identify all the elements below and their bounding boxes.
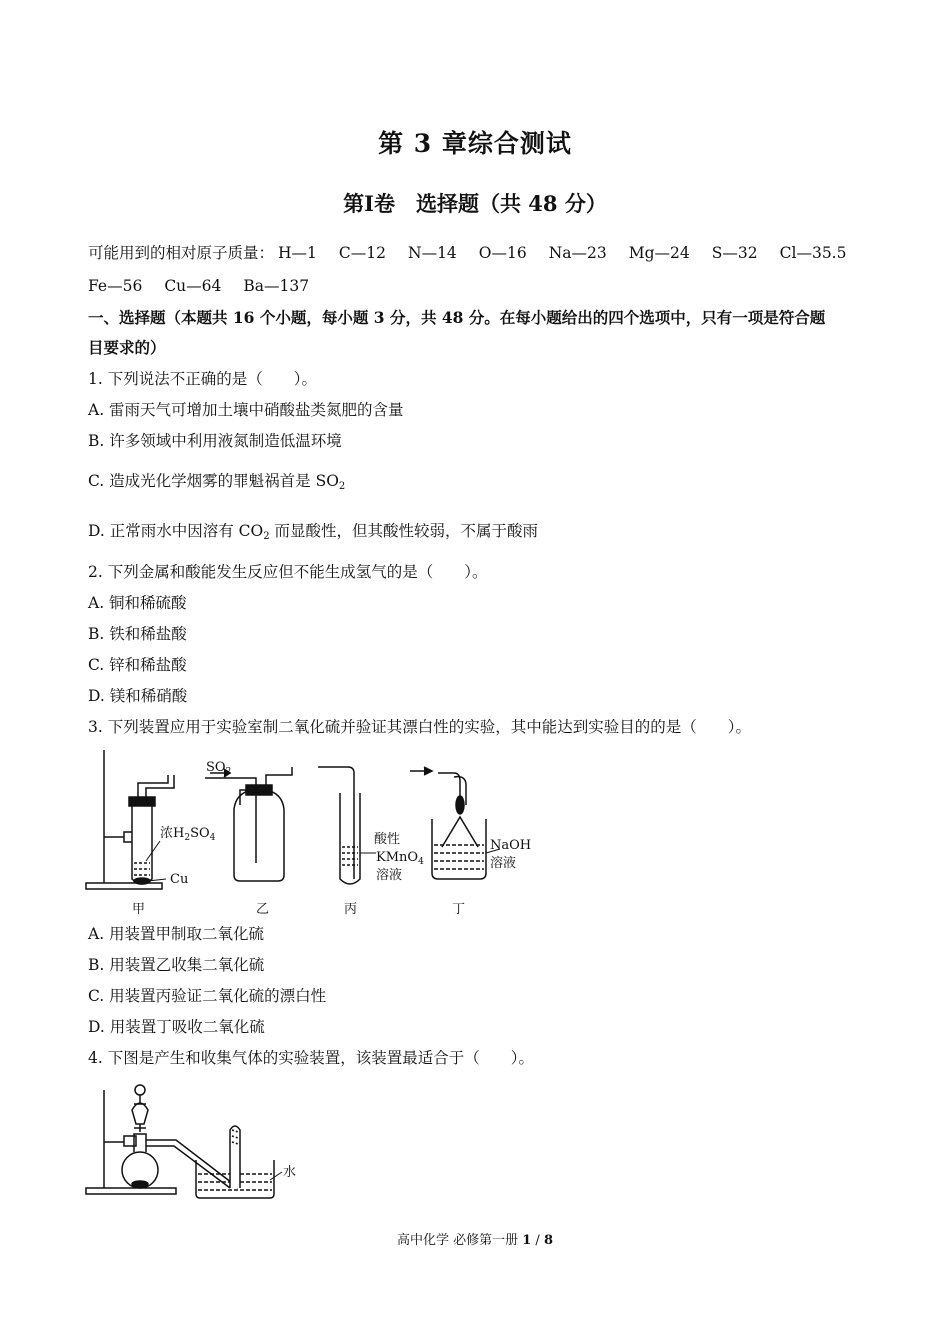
mass-item: Cu—64 xyxy=(164,277,222,295)
section-heading: 一、选择题（本题共 16 个小题，每小题 3 分，共 48 分。在每小题给出的四个选项中，只有一项是符合题 xyxy=(88,308,826,327)
question-3-option-b: B. 用装置乙收集二氧化硫 xyxy=(88,956,265,974)
subscript: 2 xyxy=(338,481,346,492)
question-4-stem: 4. 下图是产生和收集气体的实验装置，该装置最适合于（ ）。 xyxy=(88,1049,534,1067)
atomic-masses-line2 xyxy=(88,276,331,296)
section-heading-cont: 目要求的） xyxy=(88,338,166,357)
option-text: 而显酸性，但其酸性较弱，不属于酸雨 xyxy=(269,522,539,540)
option-text: C. 造成光化学烟雾的罪魁祸首是 SO xyxy=(88,472,339,490)
question-3-option-c: C. 用装置丙验证二氧化硫的漂白性 xyxy=(88,987,327,1005)
mass-item: H—1 xyxy=(278,244,317,262)
page-title: 第 3 章综合测试 xyxy=(378,129,572,158)
footer-page-number: 1 xyxy=(522,1233,532,1248)
footer-separator: / xyxy=(531,1233,544,1248)
mass-item: Ba—137 xyxy=(243,277,310,295)
option-text: D. 正常雨水中因溶有 CO xyxy=(88,522,264,540)
caption-ding: 丁 xyxy=(452,902,466,917)
mass-item: N—14 xyxy=(408,244,457,262)
question-2-option-a: A. 铜和稀硫酸 xyxy=(88,594,187,612)
question-1-option-a: A. 雷雨天气可增加土壤中硝酸盐类氮肥的含量 xyxy=(88,401,404,419)
question-4-apparatus-figure xyxy=(80,1070,320,1200)
mass-item: Mg—24 xyxy=(628,244,690,262)
page-footer xyxy=(0,1229,950,1248)
question-3-option-a: A. 用装置甲制取二氧化硫 xyxy=(88,925,265,943)
section-subtitle: 第Ⅰ卷 选择题（共 48 分） xyxy=(343,191,607,216)
question-2-stem: 2. 下列金属和酸能发生反应但不能生成氢气的是（ ）。 xyxy=(88,563,488,581)
mass-item: S—32 xyxy=(711,244,758,262)
caption-yi: 乙 xyxy=(256,902,270,917)
label-acidic: 酸性 xyxy=(374,832,401,847)
question-1-stem: 1. 下列说法不正确的是（ ）。 xyxy=(88,370,317,388)
label-so2: $SO_2$ xyxy=(206,760,232,777)
mass-item: C—12 xyxy=(338,244,386,262)
apparatus-bing xyxy=(318,767,376,884)
question-1-option-b: B. 许多领域中利用液氮制造低温环境 xyxy=(88,432,342,450)
atomic-masses-line1 xyxy=(88,243,846,263)
mass-item: O—16 xyxy=(478,244,527,262)
label-kmno4-solution: 溶液 xyxy=(376,868,403,883)
question-3-stem: 3. 下列装置应用于实验室制二氧化硫并验证其漂白性的实验，其中能达到实验目的的是（ ）。 xyxy=(88,718,751,736)
subscript: 2 xyxy=(263,531,270,542)
label-kmno4: KMnO$_4$ xyxy=(376,850,424,867)
atomic-mass-label: 可能用到的相对原子质量： xyxy=(88,244,275,262)
label-cu: Cu xyxy=(170,872,189,887)
question-3-option-d: D. 用装置丁吸收二氧化硫 xyxy=(88,1018,265,1036)
caption-jia: 甲 xyxy=(132,902,146,917)
question-1-option-d xyxy=(88,521,538,547)
label-water: 水 xyxy=(283,1165,297,1180)
mass-item: Fe—56 xyxy=(88,277,143,295)
footer-text: 高中化学 必修第一册 xyxy=(396,1233,523,1248)
question-2-option-b: B. 铁和稀盐酸 xyxy=(88,625,187,643)
footer-page-total: 8 xyxy=(543,1233,553,1248)
mass-item: Na—23 xyxy=(548,244,607,262)
label-conc-h2so4: 浓$H_2SO_4$ xyxy=(160,826,216,843)
mass-item: Cl—35.5 xyxy=(779,244,847,262)
question-3-apparatus-figure xyxy=(80,745,550,920)
question-2-option-c: C. 锌和稀盐酸 xyxy=(88,656,187,674)
apparatus-yi xyxy=(205,767,292,881)
question-2-option-d: D. 镁和稀硝酸 xyxy=(88,687,188,705)
label-naoh-solution: 溶液 xyxy=(490,856,517,871)
question-1-option-c xyxy=(88,471,345,497)
caption-bing: 丙 xyxy=(344,902,358,917)
label-naoh: NaOH xyxy=(490,838,532,853)
apparatus-jia xyxy=(86,750,174,889)
